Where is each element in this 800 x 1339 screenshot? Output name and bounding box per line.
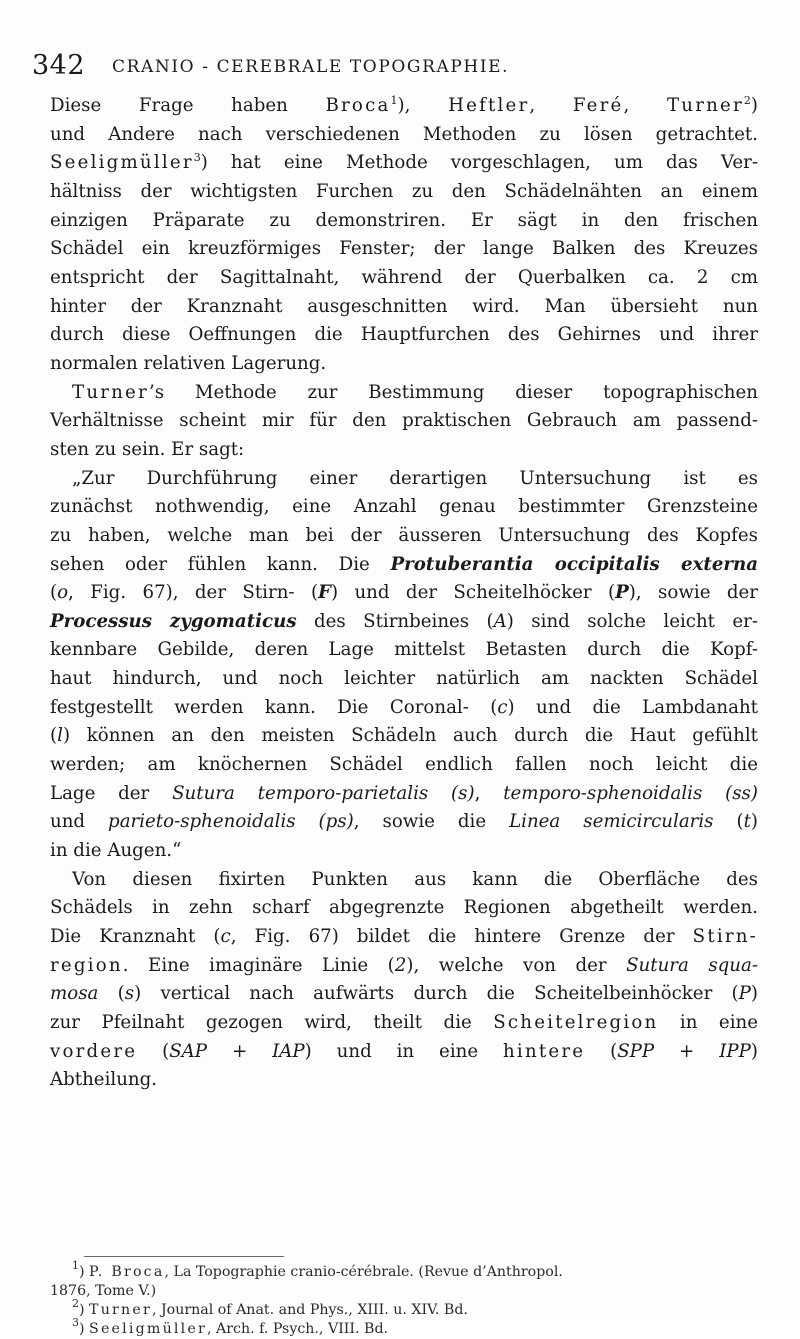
author-name: Feré	[572, 95, 624, 116]
author-name: Turner	[666, 95, 744, 116]
text-line-29: Schädels in zehn scharf abgegrenzte Regionen abgetheilt werden.	[50, 897, 758, 919]
latin-term: parieto-sphenoidalis (ps)	[108, 811, 354, 833]
text-line-21: haut hindurch, und noch leichter natürlich am nackten Schädel	[50, 668, 758, 690]
text-line-9: durch diese Oeffnungen die Hauptfurchen des Gehirnes und ihrer	[50, 324, 758, 346]
text-line-12: Verhältnisse scheint mir für den praktischen Gebrauch am passend-	[50, 410, 758, 432]
latin-term: Sutura temporo-parietalis (s)	[172, 782, 475, 804]
text-line-5: einzigen Präparate zu demonstriren. Er sägt in den frischen	[50, 209, 758, 231]
latin-term: Sutura squa-	[626, 954, 759, 976]
text-line-31: region. Eine imaginäre Linie (2), welche von der Sutura squa-	[50, 954, 759, 976]
region-term: Scheitelregion	[493, 1012, 659, 1033]
footnote-1-cont: 1876, Tome V.)	[50, 1283, 157, 1299]
text-line-28: Von diesen fixirten Punkten aus kann die Oberfläche des	[72, 868, 758, 890]
text-line-16: zu haben, welche man bei der äusseren Untersuchung des Kopfes	[50, 524, 758, 546]
text-line-8: hinter der Kranznaht ausgeschnitten wird. Man übersieht nun	[50, 295, 758, 317]
author-name: Heftler	[448, 95, 530, 116]
text-line-26: und parieto-sphenoidalis (ps), sowie die Linea semicircularis (t)	[50, 811, 758, 833]
text-line-30: Die Kranznaht (c, Fig. 67) bildet die hintere Grenze der Stirn-	[50, 926, 758, 948]
latin-term: temporo-sphenoidalis (ss)	[503, 782, 758, 804]
text-line-33: zur Pfeilnaht gezogen wird, theilt die Scheitelregion in eine	[50, 1012, 758, 1033]
footnotes	[50, 1259, 758, 1339]
region-term: Stirn-	[692, 926, 758, 948]
running-title: CRANIO - CEREBRALE TOPOGRAPHIE.	[112, 57, 510, 77]
author-name: Turner	[72, 381, 149, 403]
author-name: Seeligmüller	[89, 1321, 207, 1337]
latin-term: Processus zygomaticus	[50, 610, 297, 632]
latin-term: mosa	[50, 983, 99, 1005]
text-line-27: in die Augen.“	[50, 840, 182, 862]
text-line-4: hältniss der wichtigsten Furchen zu den Schädelnähten an einem	[50, 180, 758, 202]
text-line-10: normalen relativen Lagerung.	[50, 352, 327, 374]
latin-term: Protuberantia occipitalis externa	[390, 553, 758, 575]
text-line-18: (o, Fig. 67), der Stirn- (F) und der Scheitelhöcker (P), sowie der	[50, 582, 758, 604]
text-line-6: Schädel ein kreuzförmiges Fenster; der lange Balken des Kreuzes	[50, 238, 758, 260]
text-line-24: werden; am knöchernen Schädel endlich fallen noch leicht die	[50, 754, 758, 776]
text-line-11: Turner’s Methode zur Bestimmung dieser topographischen	[72, 381, 758, 403]
footnote-ref: 2	[743, 94, 751, 107]
text-line-2: und Andere nach verschiedenen Methoden zu lösen getrachtet.	[50, 123, 758, 145]
text-line-17: sehen oder fühlen kann. Die Protuberantia occipitalis externa	[50, 553, 758, 575]
text-line-3: Seeligmüller$^3$) hat eine Methode vorgeschlagen, um das Ver-	[50, 151, 758, 174]
page-header	[32, 46, 772, 86]
text-line-7: entspricht der Sagittalnaht, während der Querbalken ca. 2 cm	[50, 266, 758, 288]
footnote-3: $^3$) Seeligmüller, Arch. f. Psych., VIII. Bd.	[72, 1316, 389, 1337]
page-number: 342	[32, 50, 86, 81]
text-line-34: vordere (SAP + IAP) und in eine hintere (SPP + IPP)	[50, 1040, 758, 1062]
text-line-13: sten zu sein. Er sagt:	[50, 438, 245, 460]
footnote-2: $^2$) Turner, Journal of Anat. and Phys., XIII. u. XIV. Bd.	[72, 1297, 468, 1318]
region-term: vordere	[50, 1040, 138, 1062]
footnote-divider	[84, 1256, 284, 1257]
text-line-22: festgestellt werden kann. Die Coronal- (c) und die Lambdanaht	[50, 696, 758, 718]
text-line-20: kennbare Gebilde, deren Lage mittelst Betasten durch die Kopf-	[50, 639, 758, 661]
footnote-ref: 1	[390, 94, 398, 107]
footnote-ref: 3	[193, 151, 201, 165]
body-text	[50, 92, 758, 1095]
text-line-25: Lage der Sutura temporo-parietalis (s), temporo-sphenoidalis (ss)	[50, 782, 758, 804]
author-name: Seeligmüller	[50, 152, 194, 174]
region-term: region	[50, 954, 123, 976]
author-name: Turner	[89, 1302, 152, 1318]
footnote-1: $^1$) P. Broca, La Topographie cranio-cérébrale. (Revue d’Anthropol.	[72, 1259, 563, 1280]
text-line-14: „Zur Durchführung einer derartigen Untersuchung ist es	[72, 467, 758, 489]
latin-term: Linea semicircularis	[509, 811, 714, 833]
region-term: hintere	[503, 1040, 586, 1062]
author-name: P. Broca	[89, 1264, 165, 1280]
text-line-19: Processus zygomaticus des Stirnbeines (A) sind solche leicht er-	[50, 610, 758, 632]
text-line-35: Abtheilung.	[50, 1069, 158, 1091]
text-line-32: mosa (s) vertical nach aufwärts durch die Scheitelbeinhöcker (P)	[50, 983, 758, 1005]
text-line-15: zunächst nothwendig, eine Anzahl genau bestimmter Grenzsteine	[50, 496, 758, 518]
text-line-1: Diese Frage haben Broca$^1$), Heftler, Feré, Turner$^2$)	[50, 94, 758, 116]
text-line-23: (l) können an den meisten Schädeln auch durch die Haut gefühlt	[50, 725, 758, 747]
author-name: Broca	[325, 95, 391, 116]
